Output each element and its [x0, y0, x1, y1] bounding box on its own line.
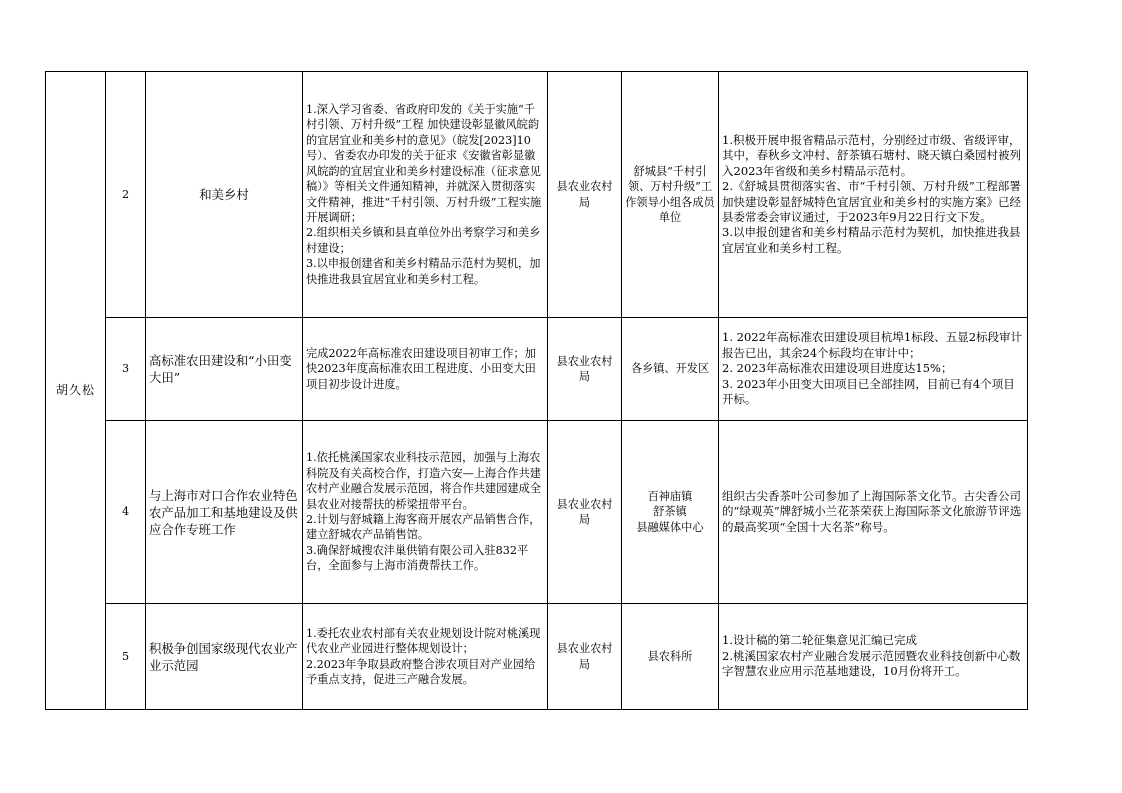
coop-unit: 舒城县“千村引领、万村升级”工作领导小组各成员单位 [625, 164, 715, 224]
measure-item: 1.依托桃溪国家农业科技示范园，加强与上海农科院及有关高校合作，打造六安—上海合作共建农村产业融合发展示范园，将合作共建园建成全县农业对接帮扶的桥梁扭带平台。 [306, 451, 541, 511]
coop-unit: 县融媒体中心 [636, 520, 704, 534]
coop-unit: 各乡镇、开发区 [630, 362, 710, 376]
task-title: 积极争创国家级现代农业产业示范园 [146, 604, 303, 710]
progress-item: 3.以申报创建省和美乡村精品示范村为契机，加快推进我县宜居宜业和美乡村工程。 [722, 225, 1021, 255]
work-progress-table [45, 71, 1028, 710]
progress-item: 1. 2022年高标准农田建设项目杭埠1标段、五显2标段审计报告已出，其余24个标段均在审计中； [722, 330, 1023, 360]
table-row [46, 72, 1028, 318]
coop-unit-cell [622, 318, 719, 421]
progress-cell [719, 318, 1028, 421]
coop-unit-cell [622, 72, 719, 318]
progress-item: 2. 2023年高标准农田建设项目进度达15%； [722, 361, 953, 376]
measure-item: 2.计划与舒城籍上海客商开展农产品销售合作，建立舒城农产品销售馆。 [306, 513, 541, 542]
coop-unit: 县农科所 [647, 649, 693, 663]
row-number: 4 [106, 421, 146, 604]
progress-cell [719, 421, 1028, 604]
measure-item: 1.委托农业农村部有关农业规划设计院对桃溪现代农业产业园进行整体规划设计； [306, 626, 541, 656]
coop-unit: 百神庙镇 [647, 489, 693, 503]
task-title: 与上海市对口合作农业特色农产品加工和基地建设及供应合作专班工作 [146, 421, 303, 604]
measures-cell [303, 318, 548, 421]
progress-item: 组织古尖香茶叶公司参加了上海国际茶文化节。古尖香公司的“绿观英”牌舒城小兰花茶荣获上海国际茶文化旅游节评选的最高奖项“全国十大名茶”称号。 [722, 488, 1022, 534]
table-row [46, 604, 1028, 710]
row-number: 2 [106, 72, 146, 318]
measure-item: 2.2023年争取县政府整合涉农项目对产业园给予重点支持，促进三产融合发展。 [306, 657, 536, 686]
measure-item: 3.确保舒城搜农沣巢供销有限公司入驻832平台，全面参与上海市消费帮扶工作。 [306, 543, 529, 573]
row-number: 5 [106, 604, 146, 710]
leader-cell: 胡久松 [46, 72, 106, 710]
row-number: 3 [106, 318, 146, 421]
table-row [46, 318, 1028, 421]
coop-unit-cell [622, 421, 719, 604]
measures-cell [303, 72, 548, 318]
measure-item: 1.深入学习省委、省政府印发的《关于实施“千村引领、万村升级”工程 加快建设彰显徽风皖韵的宜居宜业和美乡村的意见》（皖发[2023]10号）、省委农办印发的关于征求《安徽省彰显徽风皖韵的宜居宜业和美乡村建设标准（征求意见稿）》等相关文件通知精神，并就深入贯彻落实文件精神，推进“千村引领、万村升级”工程实施开展调研； [306, 103, 542, 224]
progress-item: 1.积极开展申报省精品示范村，分别经过市级、省级评审，其中，春秋乡文冲村、舒茶镇石塘村、晓天镇白桑园村被列入2023年省级和美乡村精品示范村。 [722, 132, 1021, 178]
progress-item: 2.《舒城县贯彻落实省、市“千村引领、万村升级”工程部署 加快建设彰显舒城特色宜居宜业和美乡村的实施方案》已经县委常委会审议通过，于2023年9月22日行文下发。 [722, 179, 1021, 224]
lead-unit: 县农业农村局 [548, 72, 622, 318]
coop-unit: 舒茶镇 [653, 505, 687, 519]
progress-cell [719, 604, 1028, 710]
lead-unit: 县农业农村局 [548, 318, 622, 421]
table-row [46, 421, 1028, 604]
measures-cell [303, 604, 548, 710]
task-title: 高标准农田建设和“小田变大田” [146, 318, 303, 421]
progress-cell [719, 72, 1028, 318]
progress-item: 3. 2023年小田变大田项目已全部挂网，目前已有4个项目开标。 [722, 376, 1015, 407]
lead-unit: 县农业农村局 [548, 604, 622, 710]
task-title: 和美乡村 [146, 72, 303, 318]
coop-unit-cell [622, 604, 719, 710]
measure-item: 3.以申报创建省和美乡村精品示范村为契机，加快推进我县宜居宜业和美乡村工程。 [306, 257, 541, 286]
progress-item: 2.桃溪国家农村产业融合发展示范园暨农业科技创新中心数字智慧农业应用示范基地建设，10月份将开工。 [722, 648, 1021, 679]
measure-item: 2.组织相关乡镇和县直单位外出考察学习和美乡村建设； [306, 226, 541, 255]
lead-unit: 县农业农村局 [548, 421, 622, 604]
measures-cell [303, 421, 548, 604]
measure-item: 完成2022年高标准农田建设项目初审工作；加快2023年度高标准农田工程进度、小田变大田项目初步设计进度。 [306, 346, 536, 391]
progress-item: 1.设计稿的第二轮征集意见汇编已完成 [722, 633, 917, 648]
